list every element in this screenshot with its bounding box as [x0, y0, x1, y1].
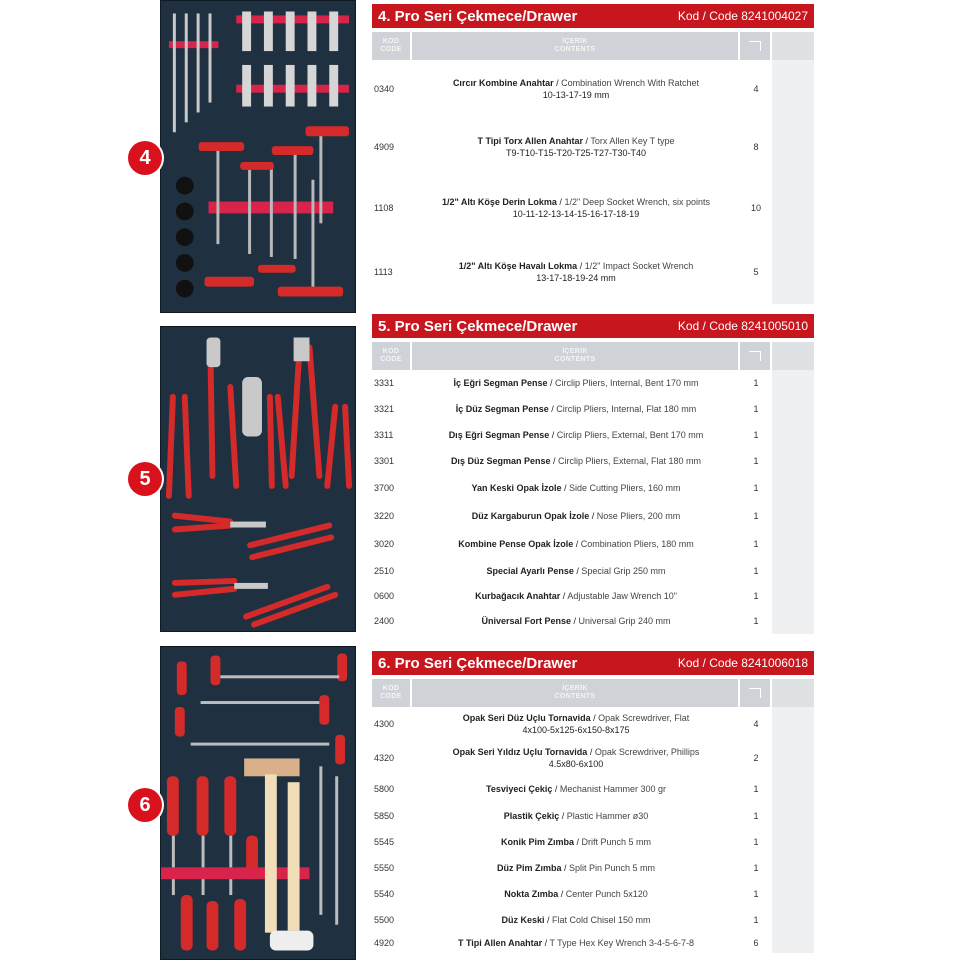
column-quantity-header: [740, 679, 770, 707]
item-code: 3311: [374, 430, 394, 440]
row-filler: [772, 448, 814, 474]
item-code: 5550: [374, 863, 395, 873]
drawer-5-table-header: [372, 342, 814, 370]
drawer-6-number-badge: 6: [128, 788, 162, 822]
table-row: [372, 448, 814, 474]
row-filler: [772, 118, 814, 176]
table-row: [372, 502, 814, 530]
item-quantity: 1: [753, 539, 759, 549]
table-row: [372, 558, 814, 584]
row-filler: [772, 881, 814, 907]
item-code: 1108: [374, 203, 394, 213]
drawer-4-table-header: [372, 32, 814, 60]
item-code: 5800: [374, 783, 395, 794]
row-filler: [772, 741, 814, 775]
item-quantity: 1: [753, 511, 759, 521]
drawer-6-title: 6. Pro Seri Çekmece/Drawer: [378, 654, 578, 672]
column-contents-header: İÇERİK CONTENTS: [412, 679, 738, 707]
row-filler: [772, 396, 814, 422]
item-quantity: 1: [753, 616, 759, 626]
item-quantity: 1: [753, 378, 759, 388]
column-extra-header: [772, 32, 814, 60]
item-description: Yan Keski Opak İzole / Side Cutting Pliers, 160 mm: [471, 483, 681, 493]
item-description: Opak Seri Düz Uçlu Tornavida / Opak Screwdriver, Flat 4x100-5x125-6x150-8x175: [462, 713, 690, 735]
row-filler: [772, 474, 814, 502]
item-description: T Tipi Allen Anahtar / T Type Hex Key Wrench 3-4-5-6-7-8: [457, 938, 695, 948]
item-description: 1/2" Altı Köşe Derin Lokma / 1/2" Deep Socket Wrench, six points 10-11-12-13-14-15-16-17-18-19: [441, 197, 711, 219]
table-row: [372, 741, 814, 775]
table-row: [372, 933, 814, 953]
item-description: Düz Keski / Flat Cold Chisel 150 mm: [501, 915, 651, 925]
item-code: 3220: [374, 511, 395, 521]
item-quantity: 4: [753, 719, 759, 729]
item-code: 5540: [374, 889, 395, 899]
row-filler: [772, 240, 814, 304]
drawer-4-header: [372, 4, 814, 28]
item-description: Kurbağacık Anahtar / Adjustable Jaw Wrench 10": [475, 591, 677, 601]
drawer-5-code: Kod / Code 8241005010: [677, 319, 808, 333]
item-quantity: 1: [753, 810, 759, 821]
item-quantity: 1: [753, 837, 759, 847]
item-quantity: 1: [753, 456, 759, 466]
row-filler: [772, 558, 814, 584]
item-description: 1/2" Altı Köşe Havalı Lokma / 1/2" Impact Socket Wrench 13-17-18-19-24 mm: [458, 261, 694, 283]
column-extra-header: [772, 679, 814, 707]
table-row: [372, 530, 814, 558]
row-filler: [772, 707, 814, 741]
item-description: Dış Eğri Segman Pense / Circlip Pliers, External, Bent 170 mm: [448, 430, 704, 440]
drawer-6-code: Kod / Code 8241006018: [677, 656, 808, 670]
table-row: [372, 584, 814, 608]
item-code: 4920: [374, 938, 395, 948]
item-code: 2510: [374, 566, 395, 576]
table-row: [372, 176, 814, 240]
drawer-6-tools-illustration: [161, 647, 355, 959]
item-description: Dış Düz Segman Pense / Circlip Pliers, External, Flat 180 mm: [450, 456, 702, 466]
drawer-5-rows: [372, 370, 814, 634]
item-code: 4320: [374, 753, 395, 763]
item-description: İç Düz Segman Pense / Circlip Pliers, Internal, Flat 180 mm: [455, 404, 697, 414]
item-code: 2400: [374, 616, 395, 626]
item-description: Kombine Pense Opak İzole / Combination Pliers, 180 mm: [458, 539, 694, 549]
item-quantity: 1: [753, 889, 759, 899]
item-code: 0340: [374, 84, 395, 94]
drawer-5-tools-illustration: [161, 327, 355, 631]
item-code: 3301: [374, 456, 395, 466]
drawer-5-number-badge: 5: [128, 462, 162, 496]
item-code: 3700: [374, 483, 395, 493]
table-row: [372, 422, 814, 448]
row-filler: [772, 775, 814, 802]
drawer-6-section: [372, 651, 814, 953]
item-description: Plastik Çekiç / Plastic Hammer ø30: [503, 810, 649, 821]
drawer-5-title: 5. Pro Seri Çekmece/Drawer: [378, 317, 578, 335]
item-description: Konik Pim Zımba / Drift Punch 5 mm: [500, 837, 652, 847]
table-row: [372, 118, 814, 176]
column-quantity-header: [740, 342, 770, 370]
drawer-4-code: Kod / Code 8241004027: [677, 9, 808, 23]
drawer-4-title: 4. Pro Seri Çekmece/Drawer: [378, 7, 578, 25]
quantity-icon: [749, 351, 761, 361]
quantity-icon: [749, 41, 761, 51]
item-code: 5500: [374, 915, 395, 925]
table-row: [372, 881, 814, 907]
column-code-header: KOD CODE: [372, 679, 410, 707]
drawer-5-photo: [160, 326, 356, 632]
item-quantity: 1: [753, 483, 759, 493]
row-filler: [772, 829, 814, 855]
table-row: [372, 396, 814, 422]
table-row: [372, 855, 814, 881]
item-description: T Tipi Torx Allen Anahtar / Torx Allen Key T type T9-T10-T15-T20-T25-T27-T30-T40: [477, 136, 675, 158]
table-row: [372, 707, 814, 741]
item-description: Düz Pim Zımba / Split Pin Punch 5 mm: [496, 863, 656, 873]
item-quantity: 6: [753, 938, 759, 948]
row-filler: [772, 907, 814, 933]
item-description: Düz Kargaburun Opak İzole / Nose Pliers, 200 mm: [471, 511, 681, 521]
column-contents-header: İÇERİK CONTENTS: [412, 32, 738, 60]
table-row: [372, 775, 814, 802]
item-code: 4300: [374, 719, 395, 729]
drawer-5-section: [372, 314, 814, 634]
item-code: 4909: [374, 142, 395, 152]
table-row: [372, 370, 814, 396]
table-row: [372, 907, 814, 933]
item-description: İç Eğri Segman Pense / Circlip Pliers, Internal, Bent 170 mm: [453, 378, 699, 388]
row-filler: [772, 530, 814, 558]
row-filler: [772, 584, 814, 608]
column-extra-header: [772, 342, 814, 370]
row-filler: [772, 608, 814, 634]
item-quantity: 8: [753, 142, 759, 152]
table-row: [372, 608, 814, 634]
quantity-icon: [749, 688, 761, 698]
row-filler: [772, 802, 814, 829]
column-contents-header: İÇERİK CONTENTS: [412, 342, 738, 370]
item-description: Nokta Zımba / Center Punch 5x120: [504, 889, 648, 899]
column-code-header: KOD CODE: [372, 342, 410, 370]
drawer-6-table-header: [372, 679, 814, 707]
drawer-5-header: [372, 314, 814, 338]
drawer-4-tools-illustration: [161, 1, 355, 312]
item-code: 0600: [374, 591, 395, 601]
drawer-4-rows: [372, 60, 814, 304]
row-filler: [772, 502, 814, 530]
item-quantity: 1: [753, 783, 759, 794]
table-row: [372, 829, 814, 855]
item-quantity: 4: [753, 84, 759, 94]
item-code: 3321: [374, 404, 395, 414]
row-filler: [772, 933, 814, 953]
column-quantity-header: [740, 32, 770, 60]
item-quantity: 1: [753, 915, 759, 925]
drawer-4-number-badge: 4: [128, 141, 162, 175]
item-code: 5850: [374, 810, 395, 821]
item-description: Opak Seri Yıldız Uçlu Tornavida / Opak Screwdriver, Phillips 4.5x80-6x100: [452, 747, 700, 769]
item-quantity: 10: [750, 203, 761, 213]
item-quantity: 2: [753, 753, 759, 763]
item-code: 1113: [374, 267, 393, 277]
item-quantity: 1: [753, 566, 759, 576]
item-code: 3020: [374, 539, 395, 549]
table-row: [372, 802, 814, 829]
table-row: [372, 60, 814, 118]
row-filler: [772, 176, 814, 240]
item-quantity: 5: [753, 267, 759, 277]
item-code: 5545: [374, 837, 395, 847]
row-filler: [772, 60, 814, 118]
drawer-4-photo: [160, 0, 356, 313]
item-description: Special Ayarlı Pense / Special Grip 250 mm: [486, 566, 666, 576]
item-description: Üniversal Fort Pense / Universal Grip 240 mm: [481, 616, 671, 626]
table-row: [372, 474, 814, 502]
row-filler: [772, 370, 814, 396]
item-description: Tesviyeci Çekiç / Mechanist Hammer 300 gr: [486, 783, 666, 794]
item-quantity: 1: [753, 404, 759, 414]
drawer-6-header: [372, 651, 814, 675]
column-code-header: KOD CODE: [372, 32, 410, 60]
table-row: [372, 240, 814, 304]
item-quantity: 1: [753, 591, 759, 601]
item-code: 3331: [374, 378, 395, 388]
drawer-4-section: [372, 4, 814, 304]
item-quantity: 1: [753, 430, 759, 440]
drawer-6-rows: [372, 707, 814, 953]
row-filler: [772, 422, 814, 448]
drawer-6-photo: [160, 646, 356, 960]
item-quantity: 1: [753, 863, 759, 873]
item-description: Cırcır Kombine Anahtar / Combination Wrench With Ratchet 10-13-17-19 mm: [452, 78, 700, 100]
row-filler: [772, 855, 814, 881]
